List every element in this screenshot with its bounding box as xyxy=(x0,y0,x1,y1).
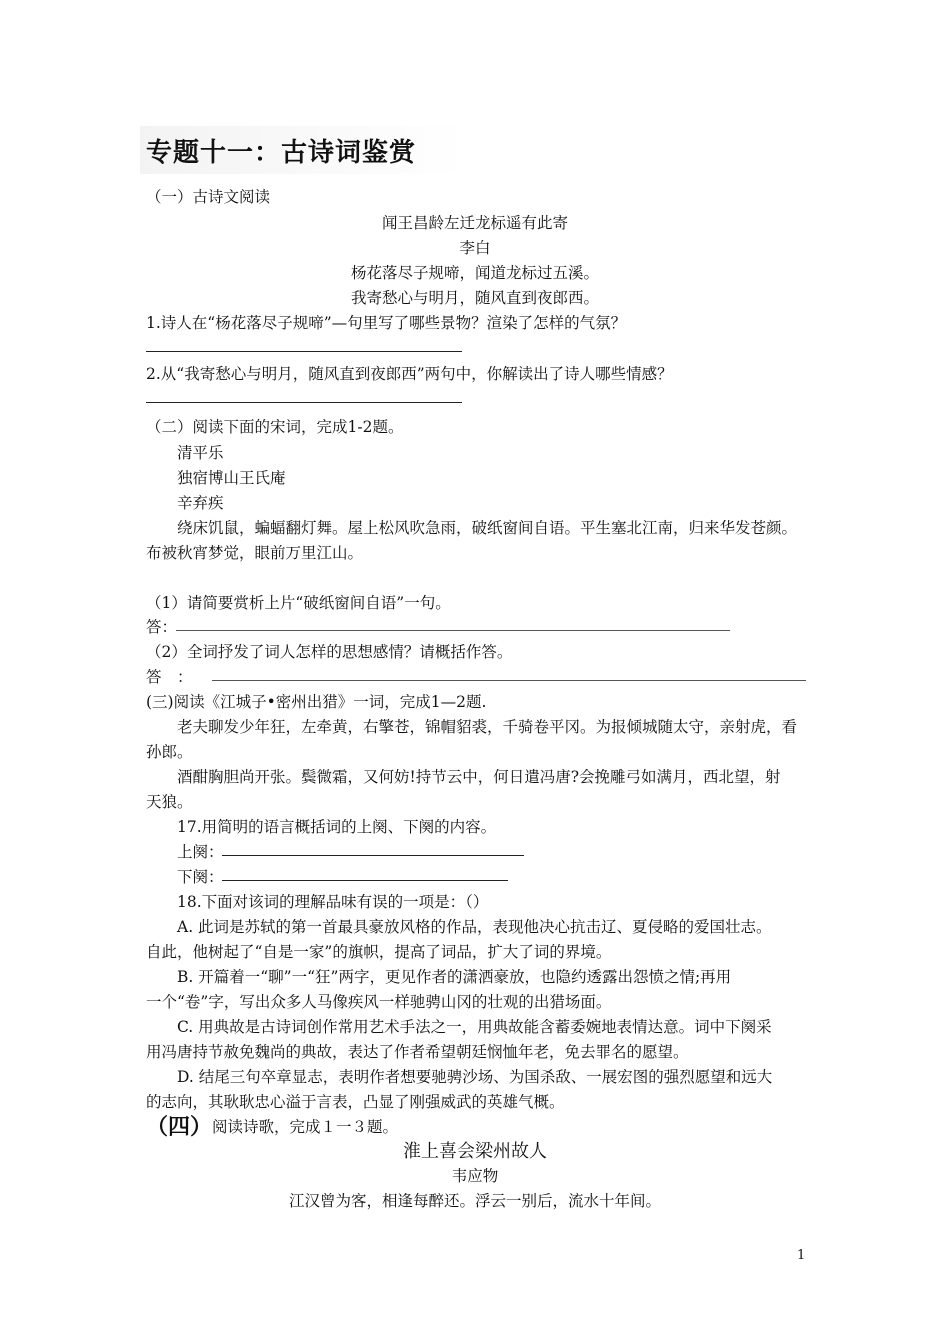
lower-part-label: 下阕： xyxy=(177,868,224,886)
answer-line xyxy=(146,402,462,403)
ci-3-para-1-line-1: 老夫聊发少年狂，左牵黄，右擎苍，锦帽貂裘，千骑卷平冈。为报倾城随太守，亲射虎，看 xyxy=(177,718,798,736)
option-a-line-1: A. 此词是苏轼的第一首最具豪放风格的作品，表现他决心抗击辽、夏侵略的爱国壮志。 xyxy=(177,918,772,936)
ci-3-para-1-line-2: 孙郎。 xyxy=(146,743,193,761)
answer-line xyxy=(176,630,730,631)
section-1-question-1: 1.诗人在“杨花落尽子规啼”—句里写了哪些景物？渲染了怎样的气氛？ xyxy=(146,314,627,332)
answer-line xyxy=(212,680,806,681)
section-1-heading: （一）古诗文阅读 xyxy=(146,188,271,206)
section-2-question-2: （2）全词抒发了词人怎样的思想感情？请概括作答。 xyxy=(146,643,513,661)
section-1-question-2: 2.从“我寄愁心与明月，随风直到夜郎西”两句中，你解读出了诗人哪些情感？ xyxy=(146,365,673,383)
ci-title: 清平乐 xyxy=(177,444,224,462)
option-d-line-1: D. 结尾三句卒章显志，表明作者想要驰骋沙场、为国杀敌、一展宏图的强烈愿望和远大 xyxy=(177,1068,773,1086)
ci-text-line-2: 布被秋宵梦觉，眼前万里江山。 xyxy=(146,544,364,562)
page-number: 1 xyxy=(797,1248,806,1263)
answer-line xyxy=(222,880,508,881)
answer-line xyxy=(146,351,462,352)
option-b-line-1: B. 开篇着一“聊”一“狂”两字，更见作者的潇洒豪放，也隐约透露出怨愤之情;再用 xyxy=(177,968,732,986)
ci-text-line-1: 绕床饥鼠，蝙蝠翻灯舞。屋上松风吹急雨，破纸窗间自语。平生塞北江南，归来华发苍颜。 xyxy=(177,519,798,537)
question-17: 17.用简明的语言概括词的上阕、下阕的内容。 xyxy=(177,818,497,836)
poem-1-line-1: 杨花落尽子规啼，闻道龙标过五溪。 xyxy=(350,264,599,282)
poem-4-line-1: 江汉曾为客，相逢每醉还。浮云一别后，流水十年间。 xyxy=(288,1192,661,1210)
ci-3-para-2-line-1: 酒酣胸胆尚开张。鬓微霜，又何妨!持节云中，何日遣冯唐?会挽雕弓如满月，西北望，射 xyxy=(177,768,781,786)
section-2-question-1: （1）请简要赏析上片“破纸窗间自语”一句。 xyxy=(146,594,451,612)
option-c-line-1: C. 用典故是古诗词创作常用艺术手法之一，用典故能含蓄委婉地表情达意。词中下阕采 xyxy=(177,1018,772,1036)
section-4-number: （四） xyxy=(146,1114,213,1140)
section-3-heading: (三)阅读《江城子•密州出猎》一词，完成1—2题. xyxy=(146,693,487,711)
upper-part-label: 上阕： xyxy=(177,843,224,861)
section-4-heading: 阅读诗歌，完成１一３题。 xyxy=(212,1118,399,1136)
answer-line xyxy=(222,855,524,856)
option-c-line-2: 用冯唐持节赦免魏尚的典故，表达了作者希望朝廷悯恤年老，免去罪名的愿望。 xyxy=(146,1043,689,1061)
option-b-line-2: 一个“卷”字，写出众多人马像疾风一样驰骋山冈的壮观的出猎场面。 xyxy=(146,993,612,1011)
poem-1-title: 闻王昌龄左迁龙标遥有此寄 xyxy=(381,214,568,232)
option-a-line-2: 自此，他树起了“自是一家”的旗帜，提高了词品，扩大了词的界境。 xyxy=(146,943,612,961)
poem-1-author: 李白 xyxy=(459,239,491,257)
page-title: 专题十一：古诗词鉴赏 xyxy=(146,138,417,168)
poem-1-line-2: 我寄愁心与明月，随风直到夜郎西。 xyxy=(350,289,599,307)
answer-1-label: 答： xyxy=(146,618,178,636)
poem-4-author: 韦应物 xyxy=(451,1167,499,1185)
answer-2-label: 答 ： xyxy=(146,668,193,686)
option-d-line-2: 的志向，其耿耿忠心溢于言表，凸显了刚强威武的英雄气概。 xyxy=(146,1093,565,1111)
ci-subtitle: 独宿博山王氏庵 xyxy=(177,469,286,487)
poem-4-title: 淮上喜会梁州故人 xyxy=(403,1141,547,1162)
ci-3-para-2-line-2: 天狼。 xyxy=(146,793,193,811)
question-18: 18.下面对该词的理解品味有误的一项是：（） xyxy=(177,893,489,911)
ci-author: 辛弃疾 xyxy=(177,494,224,512)
section-2-heading: （二）阅读下面的宋词，完成1-2题。 xyxy=(146,418,404,436)
